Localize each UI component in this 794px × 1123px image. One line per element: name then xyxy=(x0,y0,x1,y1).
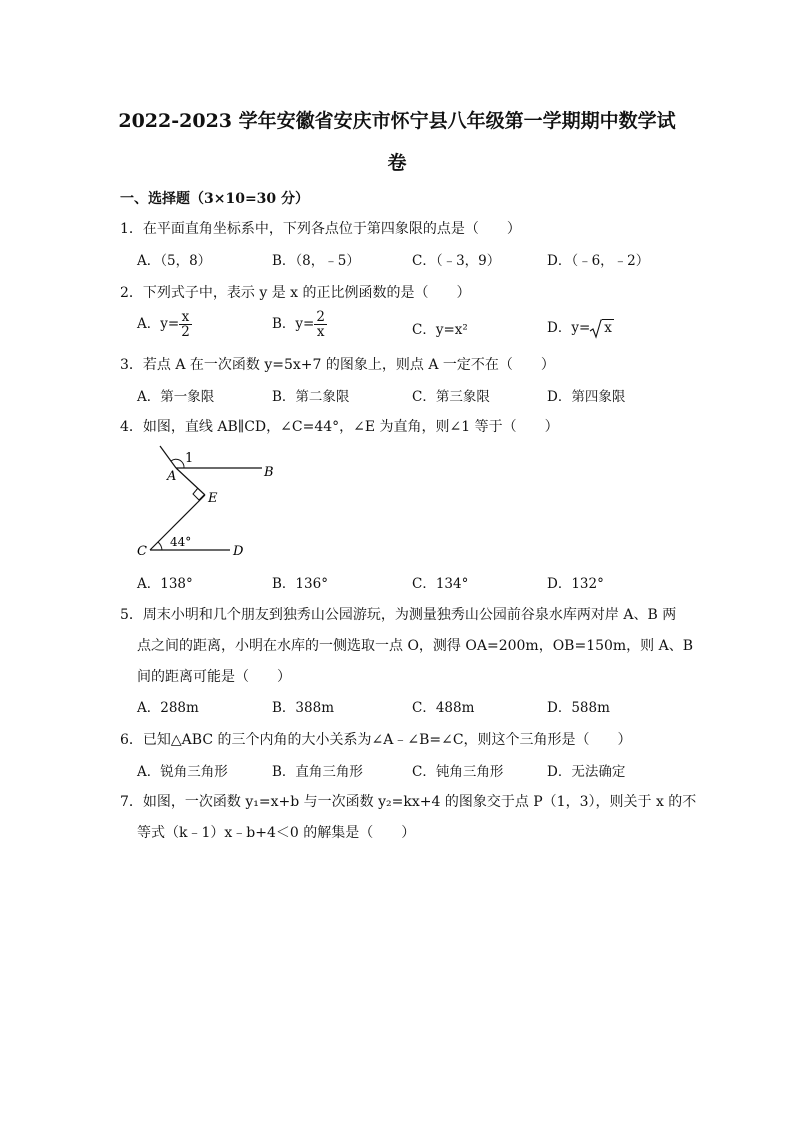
q3-option-b: B．第二象限 xyxy=(272,389,350,405)
q2-option-d xyxy=(547,316,614,339)
q1-option-b: B．（8，﹣5） xyxy=(272,253,360,269)
q5-option-a: A．288m xyxy=(137,700,199,716)
label-e: E xyxy=(208,491,218,506)
question-4-stem: 4．如图，直线 AB∥CD，∠C=44°，∠E 为直角，则∠1 等于（ ） xyxy=(120,419,559,435)
q1-option-c: C．（﹣3，9） xyxy=(412,253,501,269)
q2-d-radicand: x xyxy=(604,320,612,336)
q4-option-b: B．136° xyxy=(272,576,328,592)
segment-ae xyxy=(176,468,205,495)
q2-b-fraction xyxy=(314,310,327,339)
q2-option-a xyxy=(137,310,192,339)
q3-option-d: D．第四象限 xyxy=(547,389,626,405)
q3-option-c: C．第三象限 xyxy=(412,389,490,405)
q6-option-b: B．直角三角形 xyxy=(272,764,363,780)
angle-c-arc xyxy=(158,542,162,550)
question-5-line2: 点之间的距离，小明在水库的一侧选取一点 O，测得 OA=200m，OB=150m，则 A、B xyxy=(137,638,694,654)
q2-a-prefix: A．y= xyxy=(137,316,180,333)
q2-a-denominator: 2 xyxy=(181,324,190,341)
q1-option-a: A．（5，8） xyxy=(137,253,212,269)
q2-b-numerator: 2 xyxy=(316,309,325,325)
q6-option-d: D．无法确定 xyxy=(547,764,626,780)
label-d: D xyxy=(233,544,244,559)
question-2-stem: 2．下列式子中，表示 y 是 x 的正比例函数的是（ ） xyxy=(120,285,471,301)
label-44-degrees: 44° xyxy=(170,535,192,549)
label-a: A xyxy=(167,469,177,484)
question-7-line1: 7．如图，一次函数 y₁=x+b 与一次函数 y₂=kx+4 的图象交于点 P（1，3），则关于 x 的不 xyxy=(120,794,697,810)
label-c: C xyxy=(137,544,147,559)
q2-a-numerator: x xyxy=(179,310,192,325)
q5-option-b: B．388m xyxy=(272,700,334,716)
q6-option-c: C．钝角三角形 xyxy=(412,764,504,780)
q6-option-a: A．锐角三角形 xyxy=(137,764,228,780)
q1-option-d: D．（﹣6，﹣2） xyxy=(547,253,650,269)
q2-b-denominator: x xyxy=(316,324,325,341)
q4-option-a: A．138° xyxy=(137,576,193,592)
q2-a-fraction xyxy=(179,310,192,339)
q4-option-d: D．132° xyxy=(547,576,604,592)
line-through-a xyxy=(160,446,176,468)
question-5-line3: 间的距离可能是（ ） xyxy=(137,669,291,685)
q5-option-c: C．488m xyxy=(412,700,475,716)
q5-option-d: D．588m xyxy=(547,700,610,716)
q2-d-prefix: D．y= xyxy=(547,320,591,336)
sqrt-sign-icon xyxy=(590,319,602,339)
question-5-line1: 5．周末小明和几个朋友到独秀山公园游玩，为测量独秀山公园前谷泉水库两对岸 A、B 两 xyxy=(120,607,677,623)
exam-title-line2: 卷 xyxy=(387,152,407,174)
question-6-stem: 6．已知△ABC 的三个内角的大小关系为∠A﹣∠B=∠C，则这个三角形是（ ） xyxy=(120,732,632,748)
q2-option-b xyxy=(272,310,327,339)
label-b: B xyxy=(264,465,274,480)
q2-b-prefix: B．y= xyxy=(272,316,315,333)
parallel-lines-figure xyxy=(130,440,274,565)
label-angle-1: 1 xyxy=(185,451,194,466)
question-7-line2: 等式（k﹣1）x﹣b+4＜0 的解集是（ ） xyxy=(137,825,416,841)
q3-option-a: A．第一象限 xyxy=(137,389,215,405)
section-heading: 一、选择题（3×10=30 分） xyxy=(120,191,310,207)
q2-option-c: C．y=x² xyxy=(412,322,468,338)
question-1-stem: 1．在平面直角坐标系中，下列各点位于第四象限的点是（ ） xyxy=(120,221,521,237)
exam-title-line1: 2022-2023 学年安徽省安庆市怀宁县八年级第一学期期中数学试 xyxy=(118,110,676,132)
q4-option-c: C．134° xyxy=(412,576,469,592)
question-3-stem: 3．若点 A 在一次函数 y=5x+7 的图象上，则点 A 一定不在（ ） xyxy=(120,357,555,373)
